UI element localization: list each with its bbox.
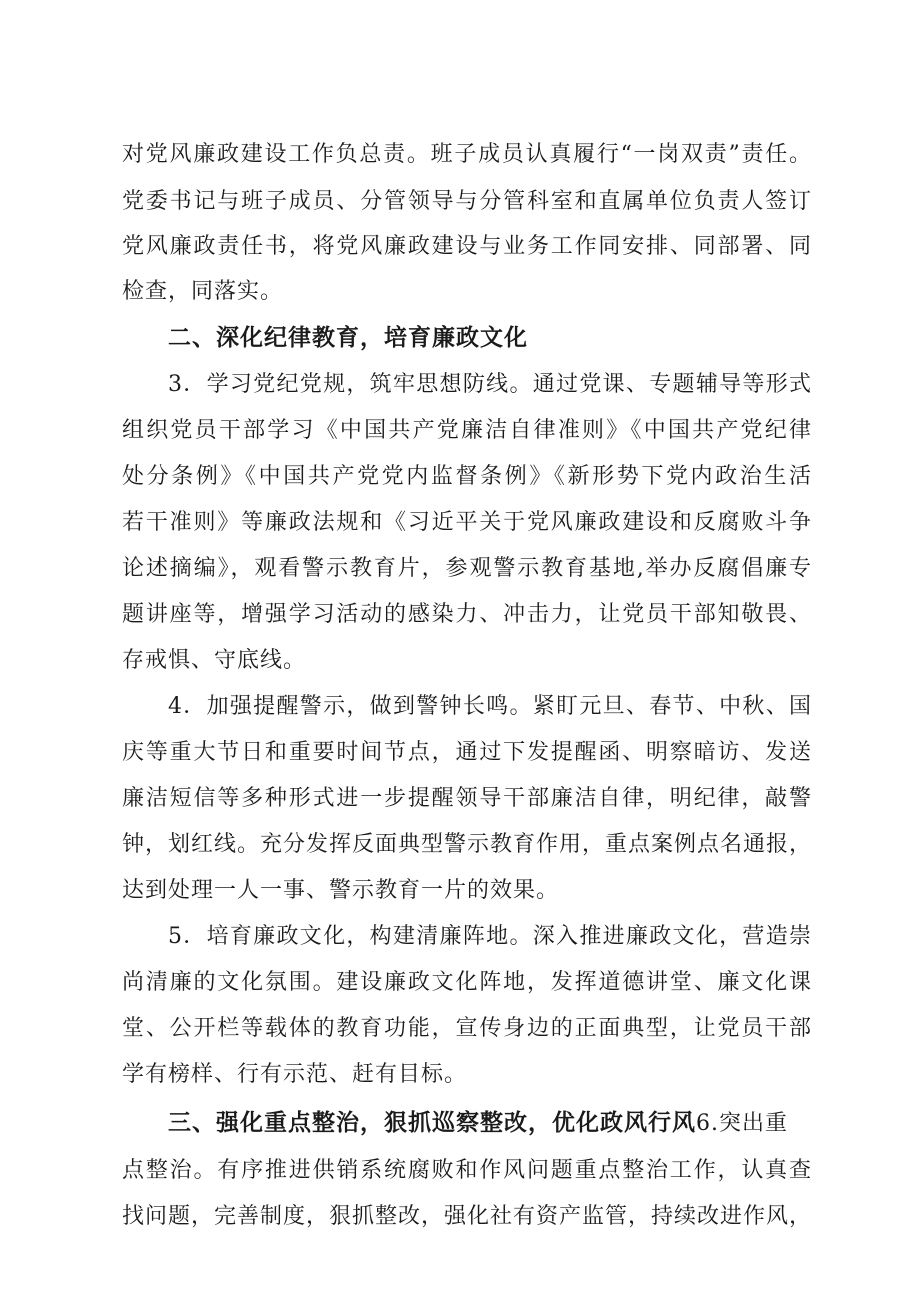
paragraph-line: 廉洁短信等多种形式进一步提醒领导干部廉洁自律，明纪律，敲警 xyxy=(122,786,812,811)
paragraph-line: 点整治。有序推进供销系统腐败和作风问题重点整治工作，认真查 xyxy=(122,1158,812,1183)
paragraph-line: 5．培育廉政文化，构建清廉阵地。深入推进廉政文化，营造崇 xyxy=(168,924,812,949)
paragraph-line: 题讲座等，增强学习活动的感染力、冲击力，让党员干部知敬畏、 xyxy=(122,602,812,627)
paragraph-line: 找问题，完善制度，狠抓整改，强化社有资产监管，持续改进作风， xyxy=(122,1204,813,1229)
paragraph-line: 3．学习党纪党规，筑牢思想防线。通过党课、专题辅导等形式 xyxy=(168,372,812,397)
paragraph-line: 堂、公开栏等载体的教育功能，宣传身边的正面典型，让党员干部 xyxy=(122,1016,812,1041)
paragraph-line: 存戒惧、守底线。 xyxy=(122,648,307,673)
paragraph-line: 党委书记与班子成员、分管领导与分管科室和直属单位负责人签订 xyxy=(122,189,812,214)
paragraph-line: 党风廉政责任书，将党风廉政建设与业务工作同安排、同部署、同 xyxy=(122,234,812,259)
paragraph-line: 组织党员干部学习《中国共产党廉洁自律准则》《中国共产党纪律 xyxy=(122,418,812,443)
section-heading-3: 三、强化重点整治，狠抓巡察整改，优化政风行风 xyxy=(168,1110,696,1136)
paragraph-item-6-start: 6.突出重 xyxy=(696,1111,788,1136)
section-heading-2: 二、深化纪律教育，培育廉政文化 xyxy=(168,325,528,351)
paragraph-line: 达到处理一人一事、警示教育一片的效果。 xyxy=(122,878,560,903)
paragraph-line: 庆等重大节日和重要时间节点，通过下发提醒函、明察暗访、发送 xyxy=(122,740,812,765)
paragraph-line xyxy=(168,1108,812,1139)
paragraph-line: 论述摘编》，观看警示教育片，参观警示教育基地,举办反腐倡廉专 xyxy=(122,556,812,581)
paragraph-line: 对党风廉政建设工作负总责。班子成员认真履行“一岗双责”责任。 xyxy=(122,142,812,167)
paragraph-line: 若干准则》等廉政法规和《习近平关于党风廉政建设和反腐败斗争 xyxy=(122,510,812,535)
paragraph-line: 钟，划红线。充分发挥反面典型警示教育作用，重点案例点名通报， xyxy=(122,832,813,857)
paragraph-line: 尚清廉的文化氛围。建设廉政文化阵地，发挥道德讲堂、廉文化课 xyxy=(122,970,812,995)
paragraph-line: 学有榜样、行有示范、赶有目标。 xyxy=(122,1062,468,1087)
paragraph-line: 处分条例》《中国共产党党内监督条例》《新形势下党内政治生活 xyxy=(122,464,812,489)
paragraph-line: 4．加强提醒警示，做到警钟长鸣。紧盯元旦、春节、中秋、国 xyxy=(168,694,812,719)
paragraph-line: 检查，同落实。 xyxy=(122,279,284,304)
